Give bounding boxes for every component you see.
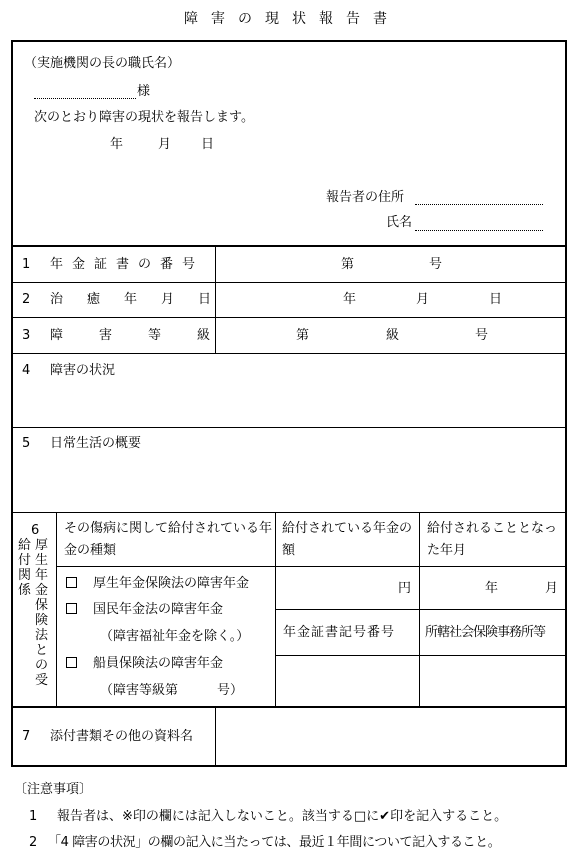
pension-option-label: 船員保険法の障害年金: [93, 656, 224, 671]
row1-value-go: 号: [429, 257, 443, 272]
row6-vertical-label-b: 厚生年金保険法との受: [34, 538, 48, 688]
row1-value-dai: 第: [341, 257, 355, 272]
date-day: 日: [201, 137, 215, 152]
row5-label: 日常生活の概要: [50, 436, 142, 451]
pension-option[interactable]: [66, 657, 223, 670]
row6-number: 6: [31, 523, 40, 538]
row6-col2-header: 給付されている年金の額: [282, 521, 413, 558]
cert-number-label: 年金証書記号番号: [283, 625, 396, 640]
addressee-label: （実施機関の長の職氏名）: [24, 56, 181, 71]
reporter-address-label: 報告者の住所: [326, 190, 405, 205]
checkbox[interactable]: [66, 657, 77, 668]
row7-number: 7: [22, 729, 31, 744]
addressee-line: [34, 98, 136, 99]
pension-option[interactable]: [66, 577, 249, 590]
row-divider: [12, 706, 566, 708]
row6-header-divider: [56, 566, 566, 567]
pension-option-note: （障害福祉年金を除く。）: [100, 629, 250, 644]
row6-col1-header: その傷病に関して給付されている年金の種類: [64, 521, 273, 558]
row1-label: [50, 258, 208, 271]
row4-label: 障害の状況: [50, 363, 116, 378]
amount-unit: 円: [398, 581, 412, 596]
row3-value-kyu: 級: [386, 328, 400, 343]
row3-value-go: 号: [475, 328, 489, 343]
row2-value-year: 年: [343, 292, 357, 307]
checkbox[interactable]: [66, 603, 77, 614]
date-month-unit: 月: [545, 581, 559, 596]
row3-label: 障害等級: [50, 328, 247, 343]
row2-value-day: 日: [489, 292, 503, 307]
statement: 次のとおり障害の現状を報告します。: [34, 110, 254, 125]
row6-left-divider: [56, 512, 57, 706]
row-divider: [12, 353, 566, 354]
row-divider: [12, 245, 566, 247]
col-divider: [215, 706, 216, 767]
pension-option[interactable]: [66, 603, 223, 616]
row4-number: 4: [22, 363, 31, 378]
row7-label: 添付書類その他の資料名: [50, 729, 194, 744]
date-year-unit: 年: [485, 581, 499, 596]
row2-label: 治癒年月日: [50, 292, 236, 307]
row1-number: 1: [22, 257, 31, 272]
row2-value-month: 月: [416, 292, 430, 307]
row6-col3-header: 給付されることとなった年月: [427, 521, 558, 558]
reporter-name-line: [415, 230, 543, 231]
note-1-number: 1: [29, 809, 38, 824]
row6-right-divider: [275, 609, 566, 610]
date-month: 月: [158, 137, 172, 152]
row-divider: [12, 317, 566, 318]
row1-label-text: 年金証書の番号: [50, 257, 205, 272]
reporter-name-label: 氏名: [386, 215, 413, 230]
row6-right-divider: [275, 655, 566, 656]
reporter-address-line: [415, 204, 543, 205]
row5-number: 5: [22, 436, 31, 451]
note-2-number: 2: [29, 835, 38, 850]
row3-value-dai: 第: [296, 328, 310, 343]
pension-option-label: 厚生年金保険法の障害年金: [93, 576, 250, 591]
row-divider: [12, 282, 566, 283]
office-label: 所轄社会保険事務所等: [425, 625, 546, 640]
date-year: 年: [110, 137, 124, 152]
row-divider: [12, 427, 566, 428]
pension-option-note: （障害等級第 号）: [100, 683, 244, 698]
honorific: 様: [137, 84, 151, 99]
document-title: 障害の現状報告書: [184, 11, 400, 27]
row3-number: 3: [22, 328, 31, 343]
note-1-text: 報告者は、※印の欄には記入しないこと。該当する□に✔印を記入すること。: [57, 809, 508, 824]
pension-option-label: 国民年金法の障害年金: [93, 602, 224, 617]
note-2-text: 「4 障害の状況」の欄の記入に当たっては、最近１年間について記入すること。: [48, 835, 501, 850]
row-divider: [12, 512, 566, 513]
checkbox[interactable]: [66, 577, 77, 588]
row6-vertical-label-a: 給付関係: [18, 538, 32, 598]
notes-heading: 〔注意事項〕: [14, 782, 93, 797]
row2-number: 2: [22, 292, 31, 307]
